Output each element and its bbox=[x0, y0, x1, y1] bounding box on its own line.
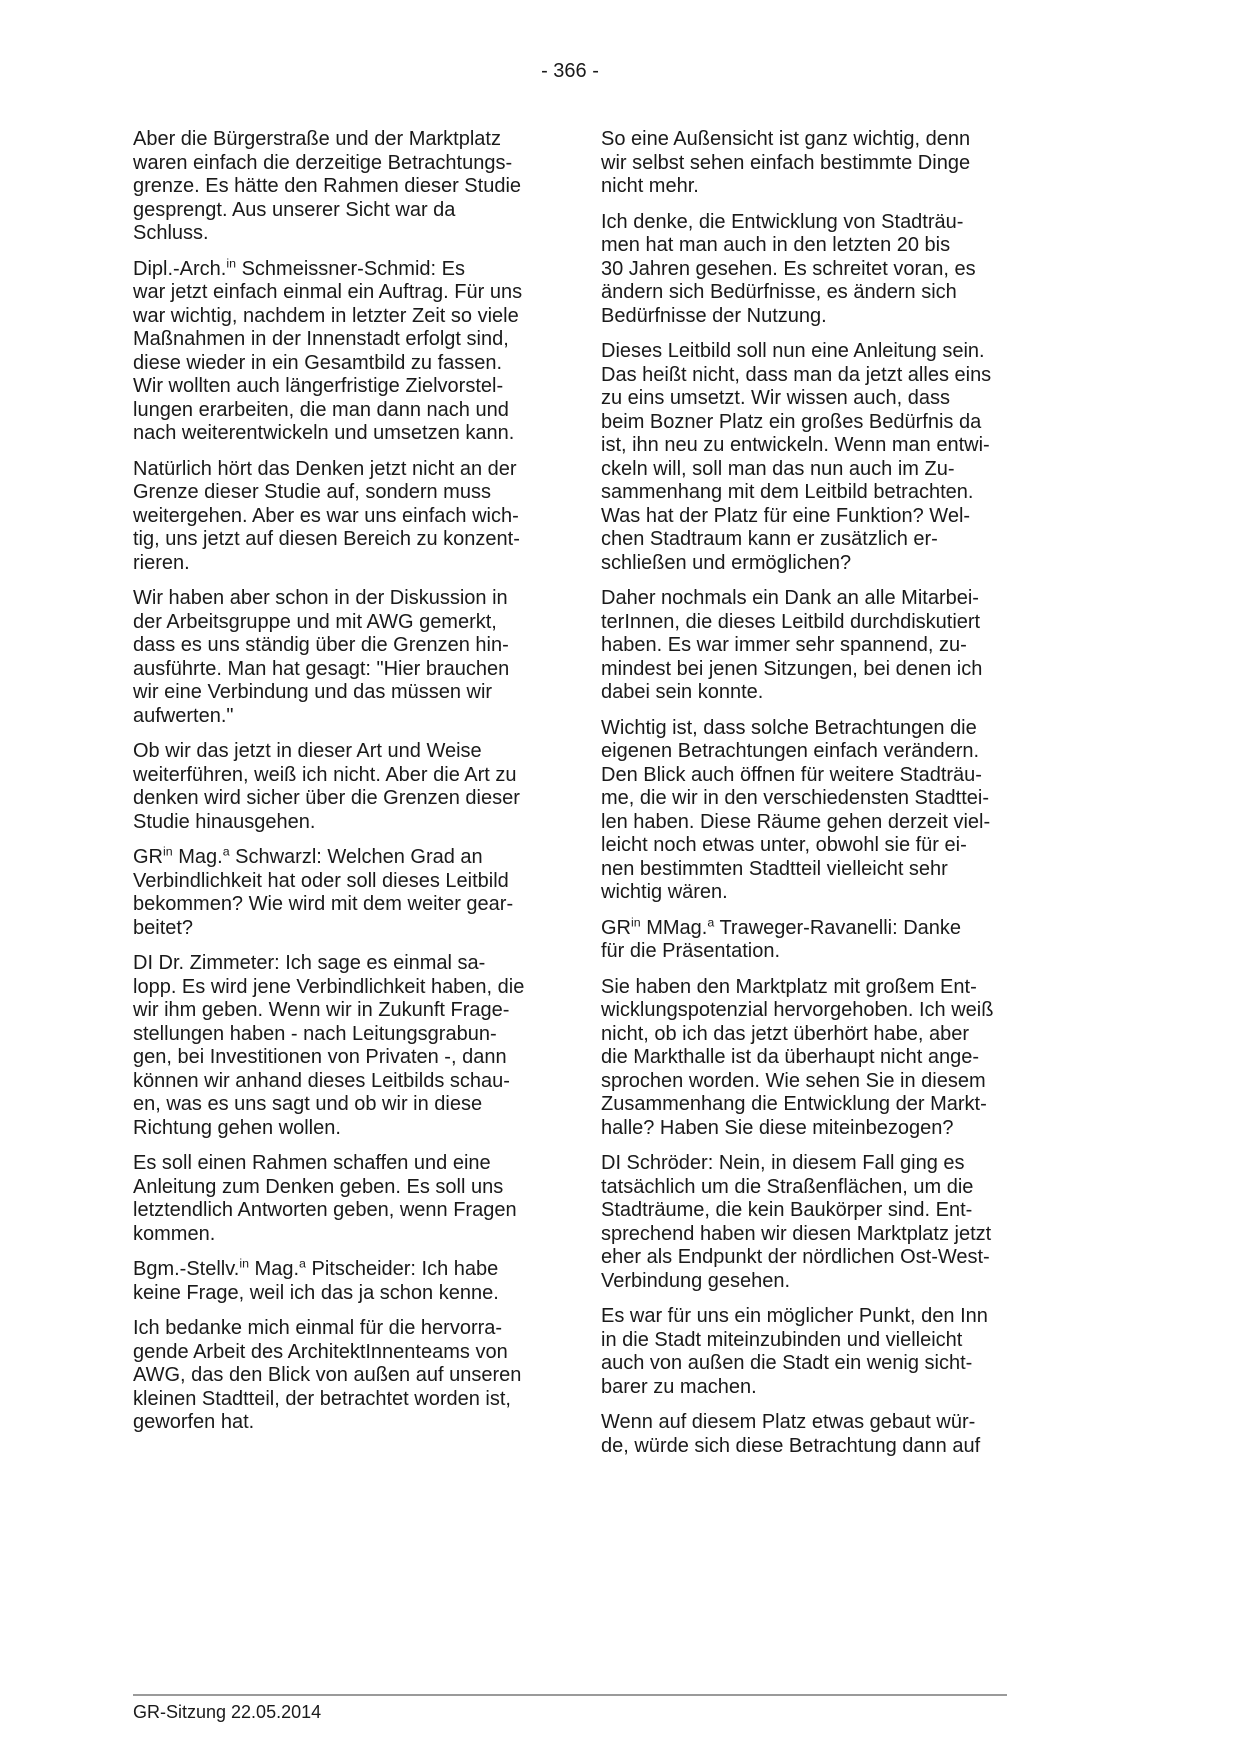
paragraph: Es war für uns ein möglicher Punkt, den Inn in die Stadt miteinzubinden und vielleicht auch von außen die Stadt ein wenig sicht- barer zu machen. bbox=[601, 1305, 988, 1398]
page-footer bbox=[133, 1694, 1007, 1723]
paragraph: Ich denke, die Entwicklung von Stadträu- men hat man auch in den letzten 20 bis 30 Jahren gesehen. Es schreitet voran, es ändern sich Bedürfnisse, es ändern sich Bedürfnisse der Nutzung. bbox=[601, 210, 976, 327]
content-columns bbox=[133, 128, 1021, 1470]
superscript: in bbox=[163, 844, 173, 859]
paragraph: $GR^{in}$ MMag.$^a$ Traweger-Ravanelli: Danke für die Präsentation. bbox=[601, 914, 962, 962]
superscript: a bbox=[222, 844, 230, 859]
paragraph: Wichtig ist, dass solche Betrachtungen die eigenen Betrachtungen einfach verändern. Den Blick auch öffnen für weitere Stadträu- me, die wir in den verschiedensten Stadttei- len haben. Diese Räume gehen derzeit viel- leicht noch etwas unter, obwohl sie für ei- nen bestimmten Stadtteil vielleicht sehr wichtig wären. bbox=[601, 716, 991, 903]
left-column bbox=[133, 128, 553, 1470]
paragraph: Dipl.-Arch.$^{in}$ Schmeissner-Schmid: Es war jetzt einfach einmal ein Auftrag. Für uns war wichtig, nachdem in letzter Zeit so viele Maßnahmen in der Innenstadt erfolgt sind, diese wieder in ein Gesamtbild zu fassen. Wir wollten auch längerfristige Zielvorstel- lungen erarbeiten, die man dann nach und nach weiterentwickeln und umsetzen kann. bbox=[133, 255, 523, 444]
paragraph: Wir haben aber schon in der Diskussion in der Arbeitsgruppe und mit AWG gemerkt, dass es uns ständig über die Grenzen hin- ausführte. Man hat gesagt: "Hier brauchen wir eine Verbindung und das müssen wir aufwerten." bbox=[133, 587, 510, 727]
paragraph: Ob wir das jetzt in dieser Art und Weise weiterführen, weiß ich nicht. Aber die Art zu denken wird sicher über die Grenzen dieser Studie hinausgehen. bbox=[133, 740, 520, 833]
superscript: in bbox=[239, 1256, 249, 1271]
paragraph: So eine Außensicht ist ganz wichtig, denn wir selbst sehen einfach bestimmte Dinge nicht mehr. bbox=[601, 128, 971, 197]
paragraph: Bgm.-Stellv.$^{in}$ Mag.$^a$ Pitscheider: Ich habe keine Frage, weil ich das ja schon kenne. bbox=[133, 1256, 499, 1304]
paragraph: $GR^{in}$ Mag.$^a$ Schwarzl: Welchen Grad an Verbindlichkeit hat oder soll dieses Leitbild bekommen? Wie wird mit dem weiter gear- beitet? bbox=[133, 844, 514, 939]
footer-divider bbox=[133, 1694, 1007, 1696]
paragraph: Natürlich hört das Denken jetzt nicht an der Grenze dieser Studie auf, sondern muss weitergehen. Aber es war uns einfach wich- tig, uns jetzt auf diesen Bereich zu konzent- rieren. bbox=[133, 457, 520, 574]
footer-text: GR-Sitzung 22.05.2014 bbox=[133, 1702, 322, 1722]
paragraph: Sie haben den Marktplatz mit großem Ent- wicklungspotenzial hervorgehoben. Ich weiß nicht, ob ich das jetzt überhört habe, aber die Markthalle ist da überhaupt nicht ange- sprochen worden. Wie sehen Sie in diesem Zusammenhang die Entwicklung der Markt- halle? Haben Sie diese miteinbezogen? bbox=[601, 975, 994, 1139]
paragraph: Ich bedanke mich einmal für die hervorra- gende Arbeit des ArchitektInnenteams von AWG, das den Blick von außen auf unseren kleinen Stadtteil, der betrachtet worden ist, geworfen hat. bbox=[133, 1317, 522, 1433]
superscript: a bbox=[299, 1256, 306, 1271]
paragraph: DI Schröder: Nein, in diesem Fall ging es tatsächlich um die Straßenflächen, um die Stadträume, die kein Baukörper sind. Ent- sprechend haben wir diesen Marktplatz jetzt eher als Endpunkt der nördlichen Ost-West- Verbindung gesehen. bbox=[601, 1152, 992, 1292]
page-number: - 366 - bbox=[541, 60, 599, 82]
paragraph: Aber die Bürgerstraße und der Marktplatz waren einfach die derzeitige Betrachtungs- grenze. Es hätte den Rahmen dieser Studie gesprengt. Aus unserer Sicht war da Schluss. bbox=[133, 128, 522, 244]
paragraph: Dieses Leitbild soll nun eine Anleitung sein. Das heißt nicht, dass man da jetzt alles eins zu eins umsetzt. Wir wissen auch, dass beim Bozner Platz ein großes Bedürfnis da ist, ihn neu zu entwickeln. Wenn man entwi- ckeln will, soll man das nun auch im Zu- sammenhang mit dem Leitbild betrachten. Was hat der Platz für eine Funktion? Wel- chen Stadtraum kann er zusätzlich er- schließen und ermöglichen? bbox=[601, 340, 992, 574]
superscript: a bbox=[707, 914, 715, 929]
right-column bbox=[601, 128, 1021, 1470]
superscript: in bbox=[631, 914, 641, 929]
paragraph: DI Dr. Zimmeter: Ich sage es einmal sa- lopp. Es wird jene Verbindlichkeit haben, die wir ihm geben. Wenn wir in Zukunft Frage- stellungen haben - nach Leitungsgrabun- gen, bei Investitionen von Privaten -, dann können wir anhand dieses Leitbilds schau- en, was es uns sagt und ob wir in diese Richtung gehen wollen. bbox=[133, 952, 525, 1139]
paragraph: Daher nochmals ein Dank an alle Mitarbei- terInnen, die dieses Leitbild durchdiskutiert haben. Es war immer sehr spannend, zu- mindest bei jenen Sitzungen, bei denen ich dabei sein konnte. bbox=[601, 587, 983, 703]
paragraph: Es soll einen Rahmen schaffen und eine Anleitung zum Denken geben. Es soll uns letztendlich Antworten geben, wenn Fragen kommen. bbox=[133, 1152, 517, 1245]
superscript: in bbox=[226, 255, 237, 270]
paragraph: Wenn auf diesem Platz etwas gebaut wür- de, würde sich diese Betrachtung dann auf bbox=[601, 1411, 981, 1457]
